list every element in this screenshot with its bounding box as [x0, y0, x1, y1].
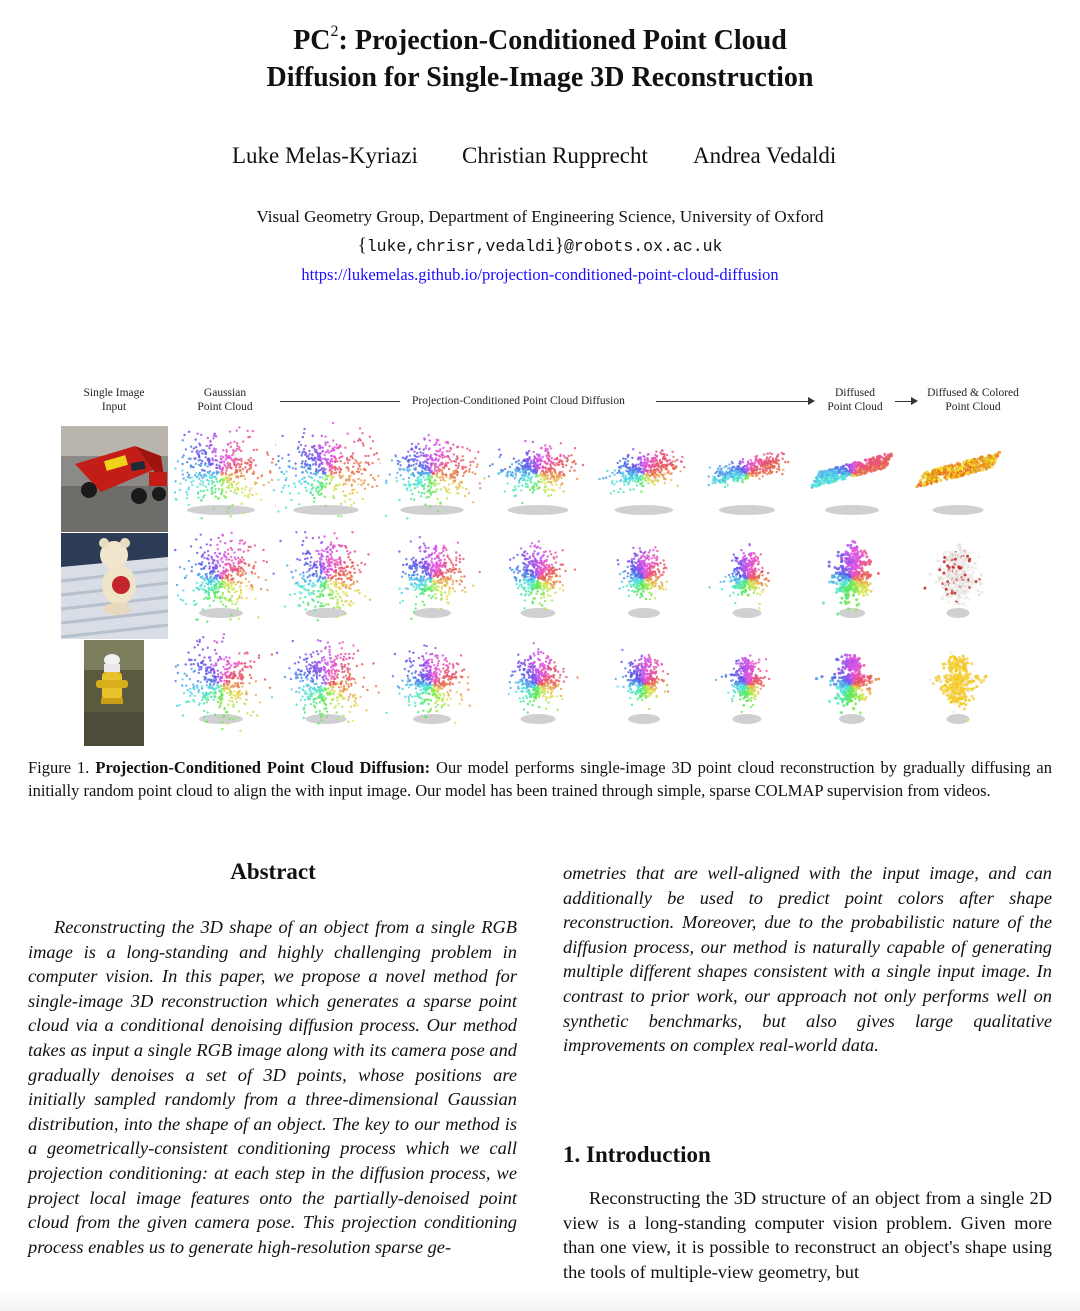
point-cloud-svg	[483, 527, 593, 627]
teddy-bear-photo	[61, 533, 168, 639]
title-prefix: PC	[293, 25, 331, 56]
point-cloud-r1-c5	[589, 422, 699, 522]
point-cloud-r2-c6	[692, 527, 802, 627]
abstract-left-column: Reconstructing the 3D shape of an object from a single RGB image is a long-standing and highly challenging problem in computer vision. In this paper, we propose a novel method for single-image 3D reconstruction which generates a sparse point cloud via a conditional denoising diffusion process. Our method takes as input a single RGB image along with its camera pose and gradually denoises a set of 3D points, whose positions are initially sampled randomly from a three-dimensional Gaussian distribution, into the shape of an object. The key to our method is a geometrically-consistent conditioning process which we call projection conditioning: at each step in the diffusion process, we project local image features onto the partially-denoised point cloud from the given camera pose. This projection conditioning process enables us to generate high-resolution sparse ge-	[28, 917, 517, 1257]
point-cloud-r3-c1	[166, 633, 276, 733]
point-cloud-r2-c5	[589, 527, 699, 627]
email-close-brace: }	[554, 235, 564, 256]
abstract-right-column: ometries that are well-aligned with the input image, and can additionally be used to predict point colors after shape reconstruction. Moreover, due to the probabilistic nature of the diffusion process, our method is naturally capable of generating multiple different shapes consistent with a single input image. In contrast to prior work, our approach not only performs well on synthetic benchmarks, but also gives large qualitative improvements on complex real-world data.	[563, 863, 1052, 1056]
point-cloud-r3-c4	[483, 633, 593, 733]
point-cloud-r3-c8	[903, 633, 1013, 733]
hydrant-photo	[84, 640, 144, 746]
point-cloud-svg	[483, 422, 593, 522]
fig-col-gaussian-line2: Point Cloud	[197, 401, 253, 413]
point-cloud-svg	[166, 633, 276, 733]
point-cloud-svg	[797, 422, 907, 522]
figure-caption	[28, 757, 1052, 802]
fig-col-gaussian-line1: Gaussian	[203, 387, 247, 399]
email-address	[0, 234, 1080, 259]
point-cloud-svg	[377, 422, 487, 522]
fig-col-gaussian	[180, 386, 270, 414]
title-line-1-rest: : Projection-Conditioned Point Cloud	[338, 25, 787, 56]
point-cloud-r2-c2	[271, 527, 381, 627]
point-cloud-r3-c6	[692, 633, 802, 733]
input-photo-hydrant	[84, 640, 144, 746]
point-cloud-svg	[692, 527, 802, 627]
fig-arrow-line-small	[895, 401, 911, 402]
point-cloud-r2-c8	[903, 527, 1013, 627]
email-open-brace: {	[357, 235, 367, 256]
point-cloud-svg	[271, 527, 381, 627]
point-cloud-svg	[903, 633, 1013, 733]
point-cloud-svg	[903, 527, 1013, 627]
fig-arrow-line-left	[280, 401, 400, 402]
figure-caption-label: Figure 1.	[28, 758, 90, 777]
point-cloud-r3-c7	[797, 633, 907, 733]
affiliation: Visual Geometry Group, Department of Engineering Science, University of Oxford	[256, 207, 824, 226]
point-cloud-r1-c3	[377, 422, 487, 522]
fig-col-diffused-line2: Point Cloud	[827, 401, 883, 413]
point-cloud-r2-c1	[166, 527, 276, 627]
input-photo-toy-truck	[61, 426, 168, 532]
point-cloud-r3-c2	[271, 633, 381, 733]
point-cloud-svg	[271, 633, 381, 733]
introduction-heading: 1. Introduction	[563, 1142, 711, 1167]
point-cloud-r1-c8	[903, 422, 1013, 522]
fig-col-single-image	[68, 386, 160, 414]
fig-col-colored-line2: Point Cloud	[945, 401, 1001, 413]
title-line-1	[0, 22, 1080, 59]
point-cloud-svg	[271, 422, 381, 522]
point-cloud-r3-c3	[377, 633, 487, 733]
point-cloud-r1-c6	[692, 422, 802, 522]
input-photo-teddy-bear	[61, 533, 168, 639]
fig-arrow-line-right	[656, 401, 808, 402]
email-domain: @robots.ox.ac.uk	[563, 237, 723, 256]
point-cloud-svg	[483, 633, 593, 733]
toy-truck-photo	[61, 426, 168, 532]
point-cloud-svg	[589, 527, 699, 627]
point-cloud-svg	[166, 422, 276, 522]
fig-col-single-image-line1: Single Image	[83, 387, 145, 399]
author-2: Christian Rupprecht	[462, 143, 648, 168]
point-cloud-r1-c4	[483, 422, 593, 522]
point-cloud-svg	[377, 527, 487, 627]
fig-col-colored	[914, 386, 1032, 414]
point-cloud-r1-c1	[166, 422, 276, 522]
paper-title	[0, 22, 1080, 96]
project-url-link[interactable]: https://lukemelas.github.io/projection-conditioned-point-cloud-diffusion	[301, 265, 779, 284]
point-cloud-r3-c5	[589, 633, 699, 733]
point-cloud-r2-c7	[797, 527, 907, 627]
fig-middle-label: Projection-Conditioned Point Cloud Diffusion	[412, 395, 625, 407]
point-cloud-r2-c4	[483, 527, 593, 627]
fig-col-diffused-line1: Diffused	[834, 387, 876, 399]
introduction-text: Reconstructing the 3D structure of an object from a single 2D view is a long-standing computer vision problem. Given more than one view, it is possible to reconstruct an object's shape using the tools of multiple-view geometry, but	[563, 1188, 1052, 1282]
title-superscript: 2	[330, 23, 339, 40]
point-cloud-svg	[797, 633, 907, 733]
point-cloud-svg	[797, 527, 907, 627]
point-cloud-svg	[377, 633, 487, 733]
point-cloud-r2-c3	[377, 527, 487, 627]
point-cloud-svg	[166, 527, 276, 627]
fig-col-single-image-line2: Input	[101, 401, 127, 413]
author-1: Luke Melas-Kyriazi	[232, 143, 418, 168]
author-3: Andrea Vedaldi	[693, 143, 837, 168]
figure-caption-text: Our model performs single-image 3D point cloud reconstruction by gradually diffusing an initially random point cloud to align the with input image. Our model has been trained through simple, sparse COLMAP supervision from videos.	[28, 758, 1052, 800]
abstract-heading: Abstract	[230, 859, 316, 884]
point-cloud-svg	[903, 422, 1013, 522]
point-cloud-svg	[692, 633, 802, 733]
email-names: luke,chrisr,vedaldi	[366, 237, 555, 256]
point-cloud-r1-c2	[271, 422, 381, 522]
page-bottom-edge	[0, 1290, 1080, 1311]
point-cloud-svg	[589, 422, 699, 522]
point-cloud-r1-c7	[797, 422, 907, 522]
fig-col-diffused	[812, 386, 898, 414]
point-cloud-svg	[692, 422, 802, 522]
figure-caption-bold: Projection-Conditioned Point Cloud Diffusion:	[95, 758, 431, 777]
point-cloud-svg	[589, 633, 699, 733]
fig-col-colored-line1: Diffused & Colored	[927, 387, 1019, 399]
title-line-2: Diffusion for Single-Image 3D Reconstruction	[266, 62, 814, 93]
